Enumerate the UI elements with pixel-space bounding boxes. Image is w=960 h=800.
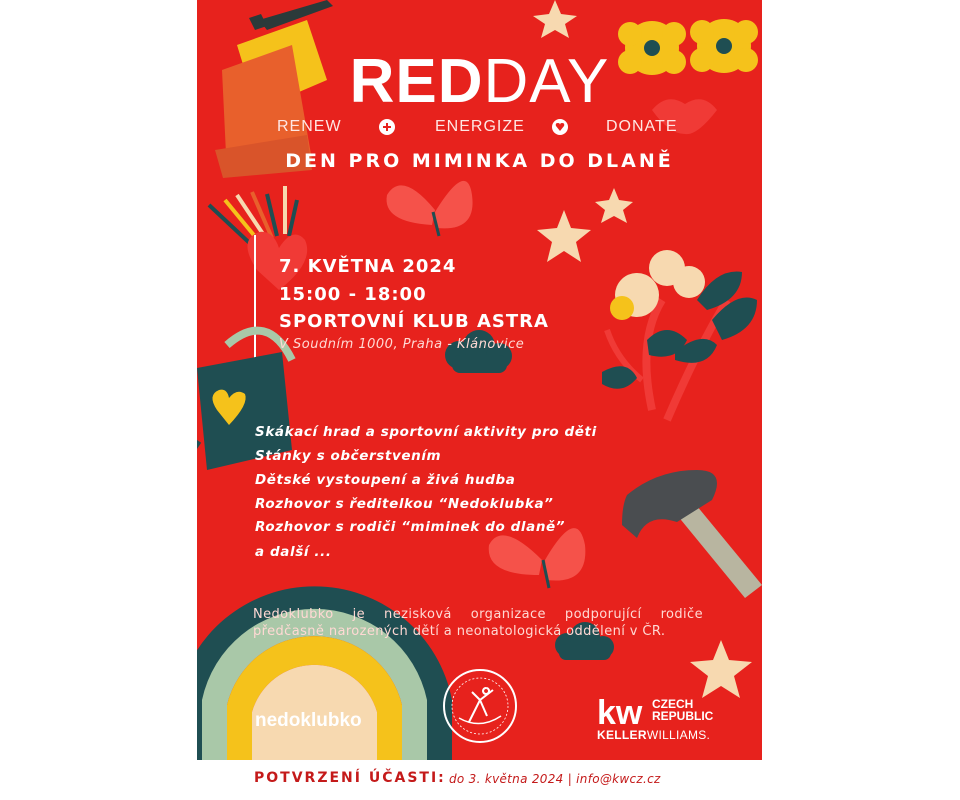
- event-venue: SPORTOVNÍ KLUB ASTRA: [279, 311, 549, 332]
- star-icon: [690, 640, 752, 698]
- kw-name-bold: KELLER: [597, 728, 647, 742]
- event-address: V Soudním 1000, Praha - Klánovice: [279, 337, 525, 352]
- rsvp-label: POTVRZENÍ ÚČASTI:: [254, 770, 446, 786]
- event-subtitle: DEN PRO MIMINKA DO DLANĚ: [285, 150, 674, 172]
- activity-item: Rozhovor s ředitelkou “Nedoklubka”: [255, 496, 554, 512]
- kw-logo-mark: kw: [597, 694, 643, 732]
- star-icon: [537, 210, 591, 262]
- title-light: DAY: [483, 47, 610, 116]
- activity-item: Dětské vystoupení a živá hudba: [255, 472, 516, 488]
- organization-description: Nedoklubko je nezisková organizace podporující rodiče předčasně narozených dětí a neonatologická oddělení v ČR.: [253, 607, 703, 639]
- event-time: 15:00 - 18:00: [279, 284, 427, 305]
- plus-circle-icon: [379, 119, 395, 135]
- astra-logo: [444, 670, 516, 742]
- butterfly-icon: [489, 528, 586, 588]
- butterfly-icon: [387, 181, 473, 236]
- tagline-renew: RENEW: [277, 118, 342, 135]
- activity-item: a další ...: [255, 544, 332, 560]
- tagline-donate: DONATE: [606, 118, 678, 135]
- flower-icon: [602, 250, 757, 420]
- title-bold: RED: [349, 47, 484, 116]
- event-poster: [197, 0, 762, 760]
- nedoklubko-logo: nedoklubko: [255, 710, 362, 731]
- hammer-icon: [622, 470, 762, 598]
- kw-country-label: CZECH REPUBLIC: [652, 697, 714, 723]
- activity-item: Skákací hrad a sportovní aktivity pro děti: [255, 424, 597, 440]
- info-divider: [254, 235, 256, 370]
- event-title: [197, 48, 762, 116]
- activity-item: Stánky s občerstvením: [255, 448, 442, 464]
- keller-williams-label: [597, 728, 710, 742]
- activity-item: Rozhovor s rodiči “miminek do dlaně”: [255, 519, 566, 535]
- kw-name-light: WILLIAMS.: [646, 728, 711, 742]
- heart-circle-icon: [552, 119, 568, 135]
- tagline-energize: ENERGIZE: [435, 118, 525, 135]
- rsvp-details: do 3. května 2024 | info@kwcz.cz: [449, 772, 661, 786]
- star-icon: [533, 0, 577, 38]
- star-icon: [595, 188, 633, 223]
- event-date: 7. KVĚTNA 2024: [279, 256, 457, 277]
